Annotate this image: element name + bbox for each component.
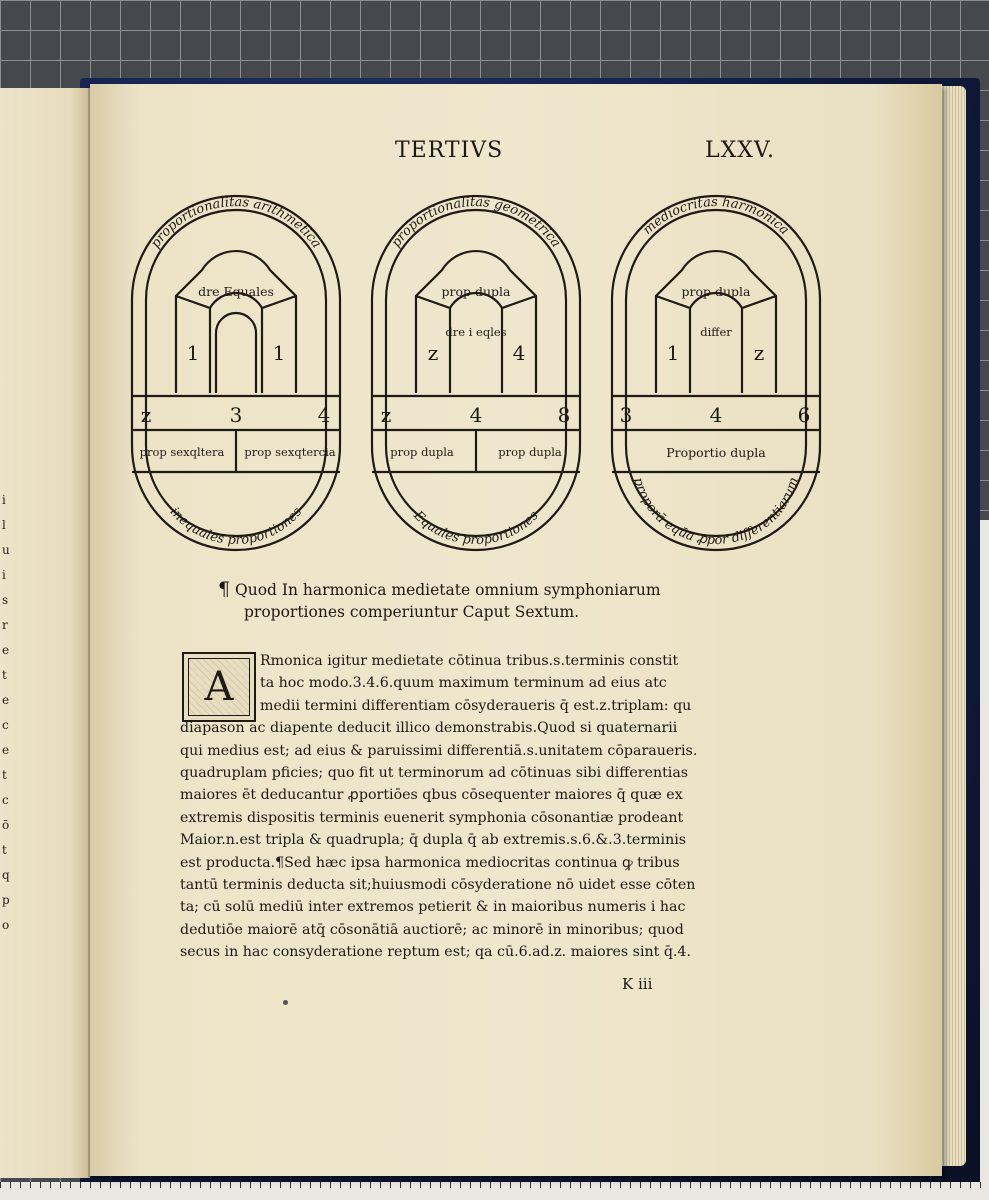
body-line: dedutiōe maiorē atq̄ cōsonātiā auctiorē; ac minorē in minoribus; quod [180,921,684,938]
body-line: quadruplam pficies; quo fit ut terminorum ad cōtinuas sibi differentias [180,765,689,782]
diagram-woodcut [364,188,588,558]
diagram-outer-frame [372,196,580,550]
body-line: Rmonica igitur medietate cōtinua tribus.s.terminis constit [260,653,679,669]
left-page-edge-letter: s [2,593,9,607]
chapter-heading-line2: proportiones comperiuntur Caput Sextum. [244,603,580,621]
body-line: extremis dispositis terminis euenerit symphonia cōsonantiæ prodeant [180,809,684,826]
ruler-bottom [0,1182,989,1200]
diagram-right-value: z [753,341,765,365]
diagram-top-arc-label: proportionalitas arithmetica [148,194,324,252]
diagram-term: 3 [619,403,633,427]
diagram-right-value: 1 [272,341,286,365]
diagram-geometric [364,188,588,558]
diagram-proportion-label: prop dupla [390,445,454,459]
diagram-inner-frame [386,210,566,536]
chapter-heading [218,578,738,623]
diagram-inner-frame [626,210,806,536]
diagram-bottom-arc-label: Equales proportiones [410,508,542,549]
diagram-term: 6 [797,403,811,427]
running-head-title: TERTIVS [395,138,504,163]
diagram-arch-label: prop dupla [681,284,751,299]
diagram-proportion-label: prop sexqtercia [244,445,336,459]
diagram-left-value: 1 [666,341,680,365]
diagram-term: 8 [557,403,571,427]
diagram-left-value: z [427,341,439,365]
decorated-initial-letter: A [188,658,250,716]
diagram-term: 4 [709,403,723,427]
diagram-arch-pillars [450,308,502,393]
left-page-edge-letters [2,488,16,938]
diagram-inner-frame [146,210,326,536]
left-page-edge-letter: i [2,568,6,582]
diagram-proportion-label: prop sexqltera [139,445,225,459]
left-page [0,88,90,1178]
diagram-proportion-label: prop dupla [498,445,562,459]
body-line: diapason ac diapente deducit illico demonstrabis.Quod si quaternarii [180,720,678,737]
diagram-term: z [380,403,392,427]
body-line: ta; cū solū mediū inter extremos petierit & in maioribus numeris i hac [180,899,686,916]
page-block-edge [938,86,966,1166]
ink-dot [283,1000,288,1005]
diagram-arch-outline [176,251,296,393]
diagram-inner-label: differ [700,325,732,339]
left-page-edge-letter: i [2,493,6,507]
body-line: est producta.¶Sed hæc ipsa harmonica mediocritas continua ꝙ tribus [180,854,680,871]
diagram-top-arc-label: mediocritas harmonica [640,194,792,239]
left-page-edge-letter: u [2,543,10,557]
body-text [180,650,710,964]
chapter-heading-line1: Quod In harmonica medietate omnium symphoniarum [235,581,661,599]
left-page-edge-letter: t [2,668,7,682]
left-page-edge-letter: e [2,743,10,757]
left-page-edge-letter: o [2,918,10,932]
diagram-woodcut [124,188,348,558]
body-line: tantū terminis deducta sit;huiusmodi cōsyderatione nō uidet esse cōten [180,877,696,894]
diagram-bottom-arc-label: proporā eqūa ꝓpor differentiarum [630,475,802,549]
diagram-term: 4 [317,403,331,427]
body-line: maiores ēt deducantur ꝓportiōes qbus cōsequenter maiores q̄ quæ ex [180,787,683,804]
left-page-edge-letter: c [2,793,9,807]
diagram-arch-pillars [690,308,742,393]
left-page-edge-letter: r [2,618,8,632]
diagram-inner-label: dre i eqles [445,325,507,339]
diagram-arch-outline [656,251,776,393]
left-page-edge-letter: t [2,843,7,857]
diagram-proportion-label: Proportio dupla [666,445,766,460]
body-line: ta hoc modo.3.4.6.quum maximum terminum ad eius atc [260,675,667,692]
signature-mark: K iii [622,975,653,993]
diagram-right-value: 4 [512,341,526,365]
diagram-left-value: 1 [186,341,200,365]
diagram-term: 3 [229,403,243,427]
diagram-arch-outline [416,251,536,393]
left-page-edge-letter: l [2,518,6,532]
pilcrow-mark: ¶ [218,578,231,600]
diagram-term: z [140,403,152,427]
body-line: Maior.n.est tripla & quadrupla; q̄ dupla q̄ ab extremis.s.6.&.3.terminis [180,832,687,849]
diagram-top-arc-label: proportionalitas geometrica [388,194,564,251]
body-line: medii termini differentiam cōsyderaueris q̄ est.z.triplam: qu [260,697,692,714]
body-line: secus in hac consyderatione reptum est; qa cū.6.ad.z. maiores sint q̄.4. [180,944,691,961]
diagram-bottom-arc-label: inequales proportiones [166,504,306,549]
running-head-folio: LXXV. [705,138,775,163]
left-page-edge-letter: c [2,718,9,732]
left-page-edge-letter: p [2,893,10,907]
diagram-arch-label: prop dupla [441,284,511,299]
left-page-edge-letter: e [2,643,10,657]
left-page-edge-letter: q [2,868,10,882]
body-line: qui medius est; ad eius & paruissimi differentiā.s.unitatem cōparaueris. [180,742,698,759]
diagram-inner-door [216,313,256,393]
diagram-woodcut [604,188,828,558]
diagram-term: 4 [469,403,483,427]
left-page-edge-letter: t [2,768,7,782]
left-page-edge-letter: e [2,693,10,707]
diagram-outer-frame [132,196,340,550]
diagram-arithmetic [124,188,348,558]
diagram-arch-pillars [210,308,262,393]
diagram-arch-label: dre Equales [198,284,274,299]
diagram-harmonic [604,188,828,558]
left-page-edge-letter: ō [2,818,10,832]
